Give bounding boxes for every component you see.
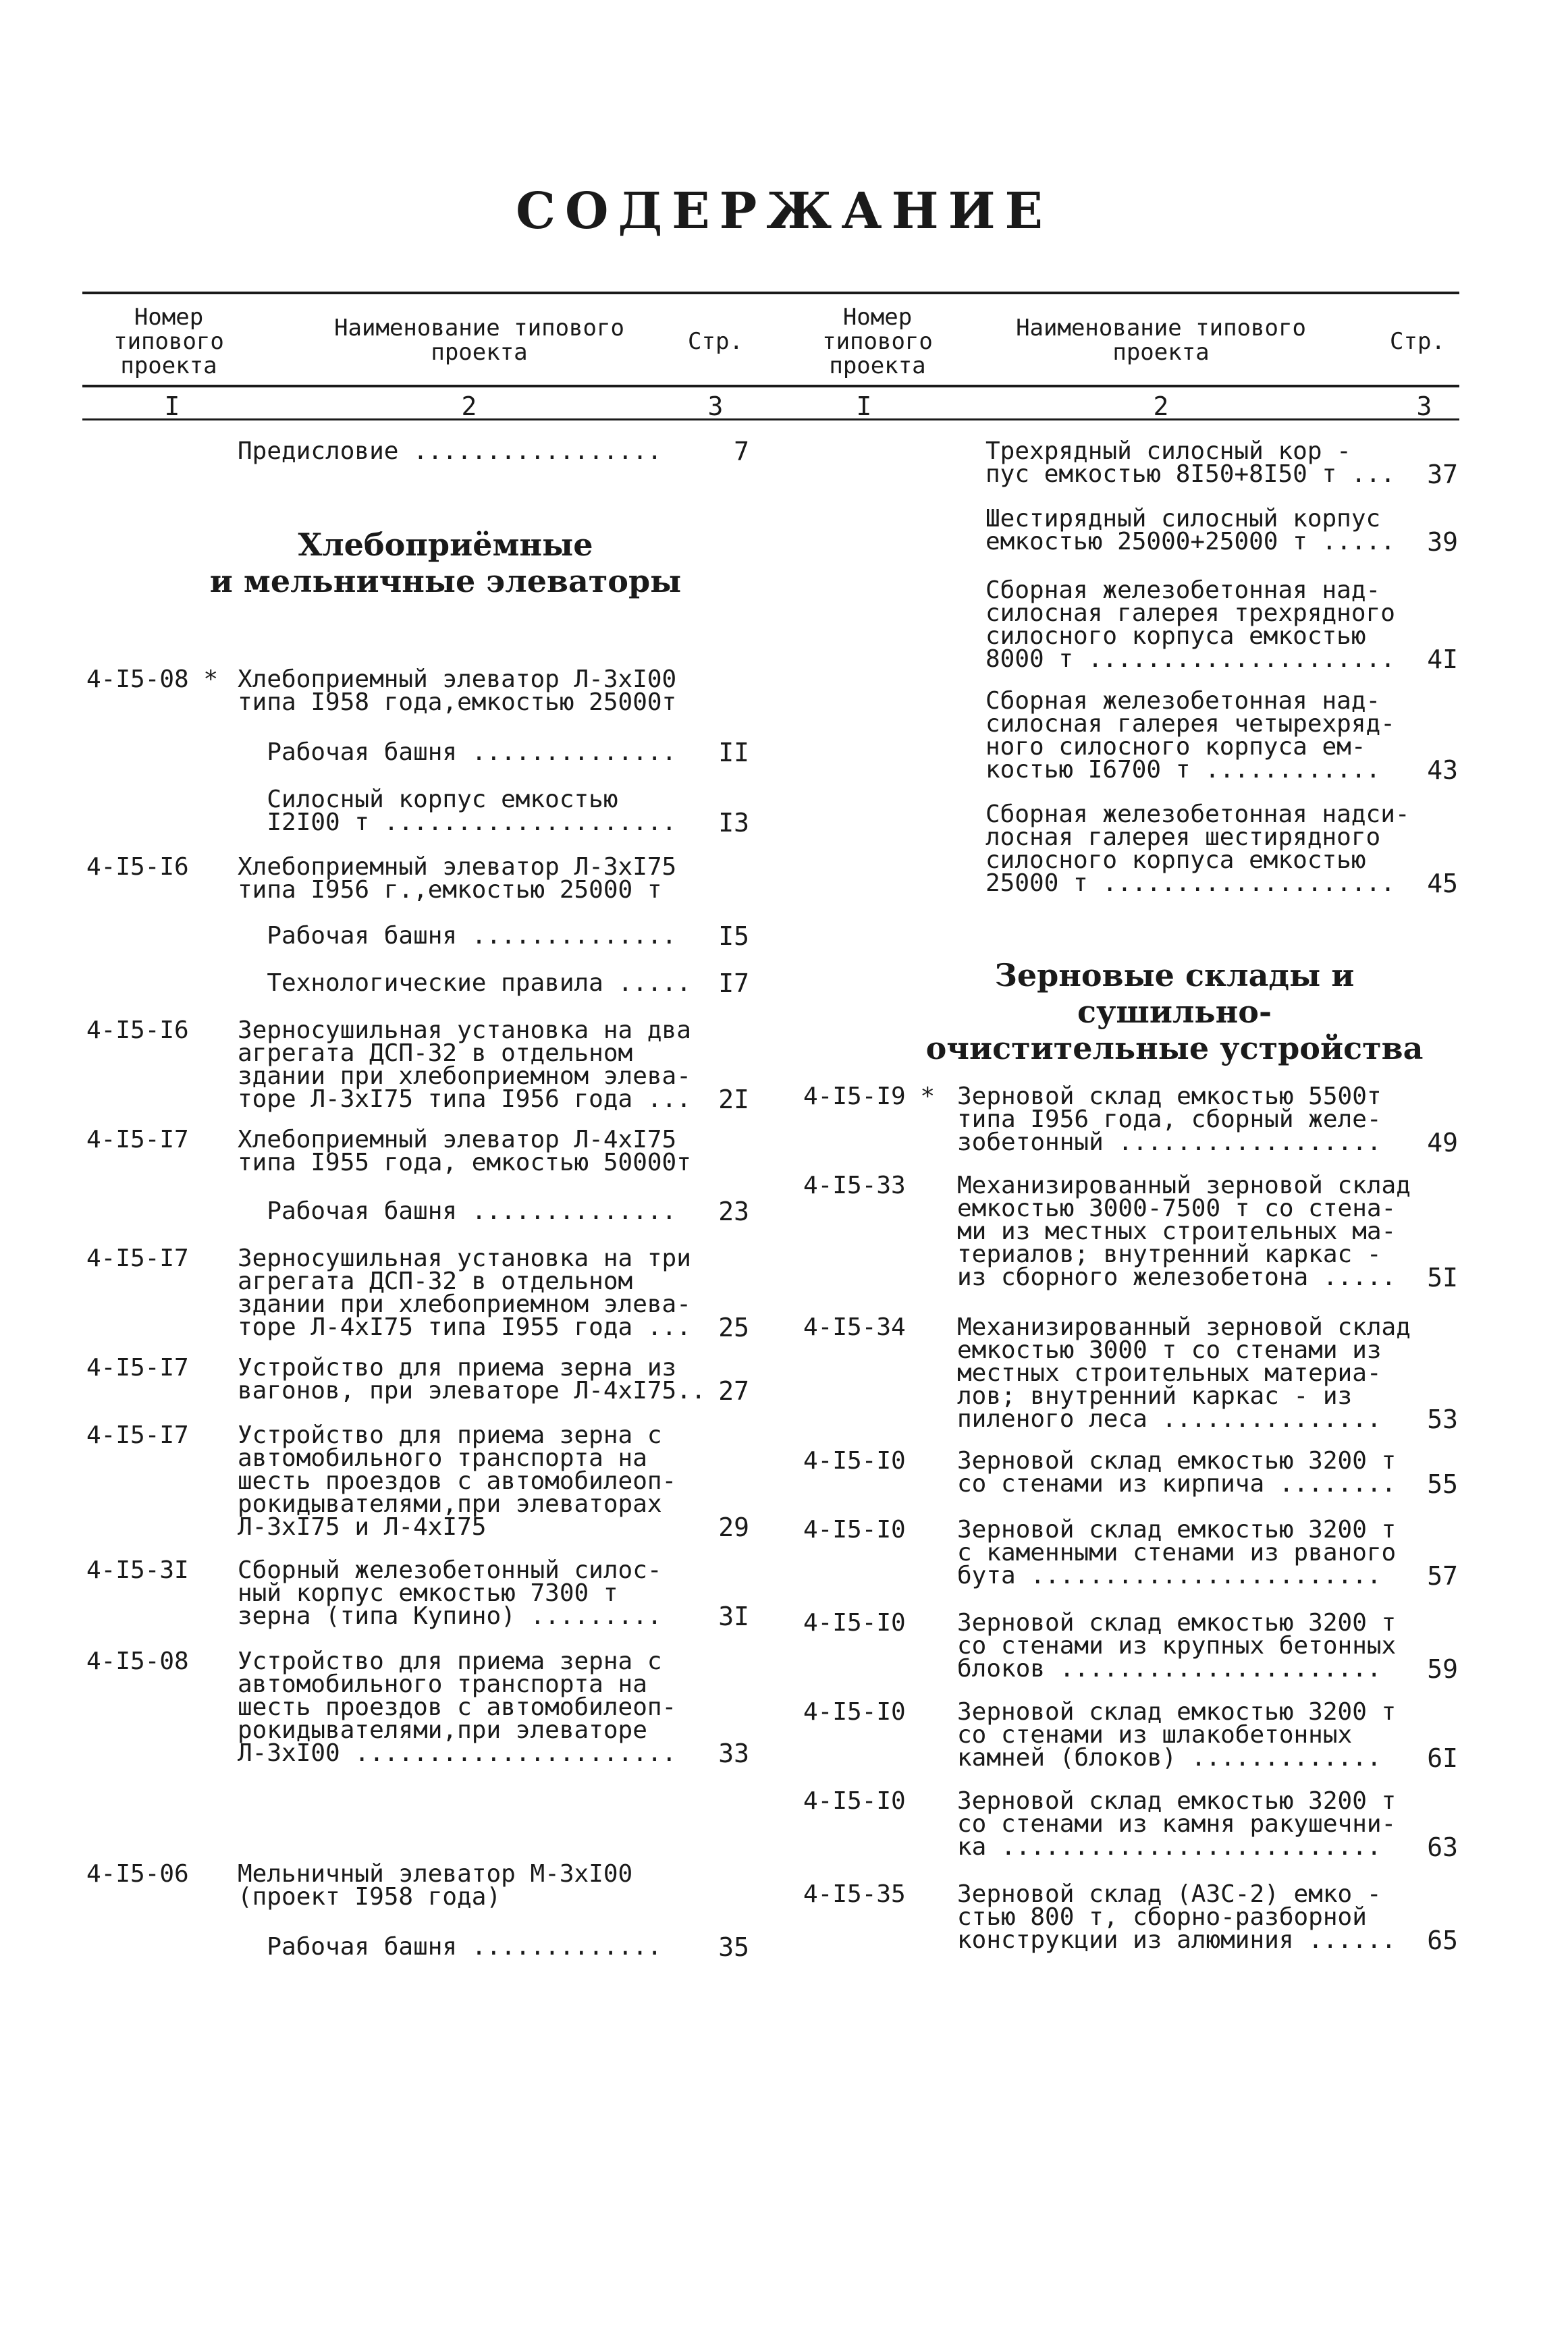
right-entry-project-number: 4-I5-I0 [803,1698,906,1726]
left-entry-page-number: 2I [718,1085,749,1114]
right-entry-project-title: Зерновой склад (АЗС-2) емко - стью 800 т, сборно-разборной конструкции из алюминия ...... [957,1880,1397,1954]
left-entry-page-number: II [718,738,749,767]
header-name-right: Наименование типового проекта [1016,315,1306,366]
left-entry-page-number: 25 [718,1313,749,1342]
left-entry-project-number: 4-I5-I7 [86,1126,189,1153]
right-entry-project-title: Зерновой склад емкостью 3200 т со стенами из шлакобетонных камней (блоков) ............. [957,1698,1397,1772]
left-entry-page-number: I3 [718,808,749,838]
right-entry-page-number: 45 [1427,869,1458,898]
left-entry-page-number: 35 [718,1932,749,1962]
right-entry-project-title: Сборная железобетонная над- силосная галерея четырехряд- ного силосного корпуса ем- костью I6700 т ............ [985,687,1395,784]
left-entry-page-number: 33 [718,1739,749,1768]
left-entry-project-title: Устройство для приема зерна из вагонов, при элеваторе Л-4хI75.. [238,1354,706,1405]
left-entry-page-number: 23 [718,1197,749,1226]
page-title: СОДЕРЖАНИЕ [516,182,1052,240]
right-entry-project-number: 4-I5-I0 [803,1447,906,1475]
preface-page: 7 [734,437,749,466]
right-entry-project-title: Зерновой склад емкостью 3200 т со стенами из крупных бетонных блоков ...................... [957,1609,1397,1683]
left-entry-project-title: Рабочая башня .............. [238,922,677,950]
left-entry-project-number: 4-I5-3I [86,1556,189,1584]
right-entry-project-number: 4-I5-I9 * [803,1083,936,1110]
right-entry-project-number: 4-I5-I0 [803,1609,906,1637]
right-entry-project-title: Сборная железобетонная над- силосная галерея трехрядного силосного корпуса емкостью 8000 т ..................... [985,576,1395,673]
left-entry-page-number: 27 [718,1376,749,1406]
left-entry-project-title: Рабочая башня ............. [238,1933,662,1961]
top-rule [82,292,1459,294]
right-entry-project-number: 4-I5-I0 [803,1787,906,1815]
colnum-1-right: I [856,391,872,421]
right-entry-page-number: 6I [1427,1743,1458,1773]
left-entry-page-number: I7 [718,969,749,998]
right-entry-project-number: 4-I5-35 [803,1880,906,1908]
left-entry-project-title: Устройство для приема зерна с автомобильного транспорта на шесть проездов с автомобилеоп- рокидывателями,при элеваторах Л-3хI75 и Л-4хI75 [238,1421,677,1541]
right-entry-project-number: 4-I5-33 [803,1172,906,1199]
left-entry-project-title: Силосный корпус емкостью I2I00 т .................... [267,786,677,836]
left-entry-project-title: Хлебоприемный элеватор Л-3хI75 типа I956 г.,емкостью 25000 т [238,853,677,904]
right-entry-page-number: 4I [1427,645,1458,674]
left-entry-project-title: Сборный железобетонный силос- ный корпус емкостью 7300 т зерна (типа Купино) ......... [238,1556,662,1630]
right-entry-project-title: Зерновой склад емкостью 3200 т со стенами из кирпича ........ [957,1447,1397,1498]
preface-entry: Предисловие ................. [238,437,662,465]
header-bottom-rule [82,385,1459,387]
right-entry-page-number: 59 [1427,1654,1458,1684]
left-entry-project-title: Хлебоприемный элеватор Л-3хI00 типа I958 года,емкостью 25000т [238,665,677,716]
right-entry-page-number: 5I [1427,1263,1458,1292]
header-number-right: Номер типового проекта [822,304,933,379]
right-entry-page-number: 39 [1427,527,1458,557]
right-entry-page-number: 57 [1427,1561,1458,1591]
left-entry-project-title: Технологические правила ..... [238,969,691,997]
colnum-2-right: 2 [1153,391,1169,421]
section-heading-elevators: Хлебоприёмные и мельничные элеваторы [209,526,682,599]
colnum-2-left: 2 [461,391,477,421]
left-entry-project-title: Зерносушильная установка на два агрегата ДСП-32 в отдельном здании при хлебоприемном элева- торе Л-3хI75 типа I956 года ... [238,1016,691,1113]
left-entry-project-title: Устройство для приема зерна с автомобильного транспорта на шесть проездов с автомобилеоп- рокидывателями,при элеваторе Л-3хI00 ...................... [238,1647,677,1767]
right-entry-project-title: Механизированный зерновой склад емкостью 3000 т со стенами из местных строительных материа- лов; внутренний каркас - из пиленого леса ............... [957,1313,1411,1433]
left-entry-project-number: 4-I5-I7 [86,1354,189,1382]
right-entry-page-number: 53 [1427,1405,1458,1434]
header-page-left: Стр. [688,328,743,355]
left-entry-project-title: Рабочая башня .............. [238,1197,677,1225]
left-entry-page-number: 3I [718,1602,749,1631]
left-entry-project-number: 4-I5-06 [86,1860,189,1888]
header-number-left: Номер типового проекта [113,304,224,379]
colnum-3-right: 3 [1416,391,1432,421]
left-entry-project-number: 4-I5-I6 [86,1016,189,1044]
left-entry-project-title: Зерносушильная установка на три агрегата ДСП-32 в отдельном здании при хлебоприемном элева- торе Л-4хI75 типа I955 года ... [238,1245,691,1341]
right-entry-project-title: Зерновой склад емкостью 3200 т со стенами из камня ракушечни- ка .......................... [957,1787,1397,1861]
right-entry-project-number: 4-I5-34 [803,1313,906,1341]
left-entry-page-number: I5 [718,921,749,951]
header-page-right: Стр. [1390,328,1445,355]
section-heading-warehouses: Зерновые склады и сушильно- очистительные устройства [925,957,1424,1066]
right-entry-page-number: 63 [1427,1832,1458,1862]
colnum-3-left: 3 [707,391,724,421]
right-entry-project-title: Зерновой склад емкостью 5500т типа I956 года, сборный желе- зобетонный .................. [957,1083,1382,1156]
right-entry-project-title: Механизированный зерновой склад емкостью 3000-7500 т со стена- ми из местных строительных ма- териалов; внутренний каркас - из сборного железобетона ..... [957,1172,1411,1291]
right-entry-project-title: Шестирядный силосный корпус емкостью 25000+25000 т ..... [985,505,1395,555]
right-entry-project-number: 4-I5-I0 [803,1516,906,1544]
left-entry-project-number: 4-I5-I7 [86,1245,189,1272]
left-entry-project-number: 4-I5-08 * [86,665,219,693]
left-entry-page-number: 29 [718,1513,749,1542]
header-name-left: Наименование типового проекта [334,315,624,366]
left-entry-project-title: Рабочая башня .............. [238,738,677,766]
left-entry-project-title: Хлебоприемный элеватор Л-4хI75 типа I955 года, емкостью 50000т [238,1126,691,1176]
left-entry-project-number: 4-I5-08 [86,1647,189,1675]
left-entry-project-number: 4-I5-I6 [86,853,189,881]
colnum-1-left: I [164,391,180,421]
left-entry-project-number: 4-I5-I7 [86,1421,189,1449]
right-entry-project-title: Сборная железобетонная надси- лосная галерея шестирядного силосного корпуса емкостью 25000 т .................... [985,800,1410,897]
left-entry-project-title: Мельничный элеватор М-3хI00 (проект I958 года) [238,1860,633,1911]
right-entry-page-number: 49 [1427,1128,1458,1158]
right-entry-project-title: Трехрядный силосный кор - пус емкостью 8I50+8I50 т ... [985,437,1395,488]
colnum-rule [82,418,1459,420]
right-entry-page-number: 37 [1427,460,1458,489]
right-entry-page-number: 55 [1427,1469,1458,1499]
right-entry-page-number: 65 [1427,1926,1458,1955]
right-entry-project-title: Зерновой склад емкостью 3200 т с каменными стенами из рваного бута ........................ [957,1516,1397,1589]
right-entry-page-number: 43 [1427,755,1458,785]
